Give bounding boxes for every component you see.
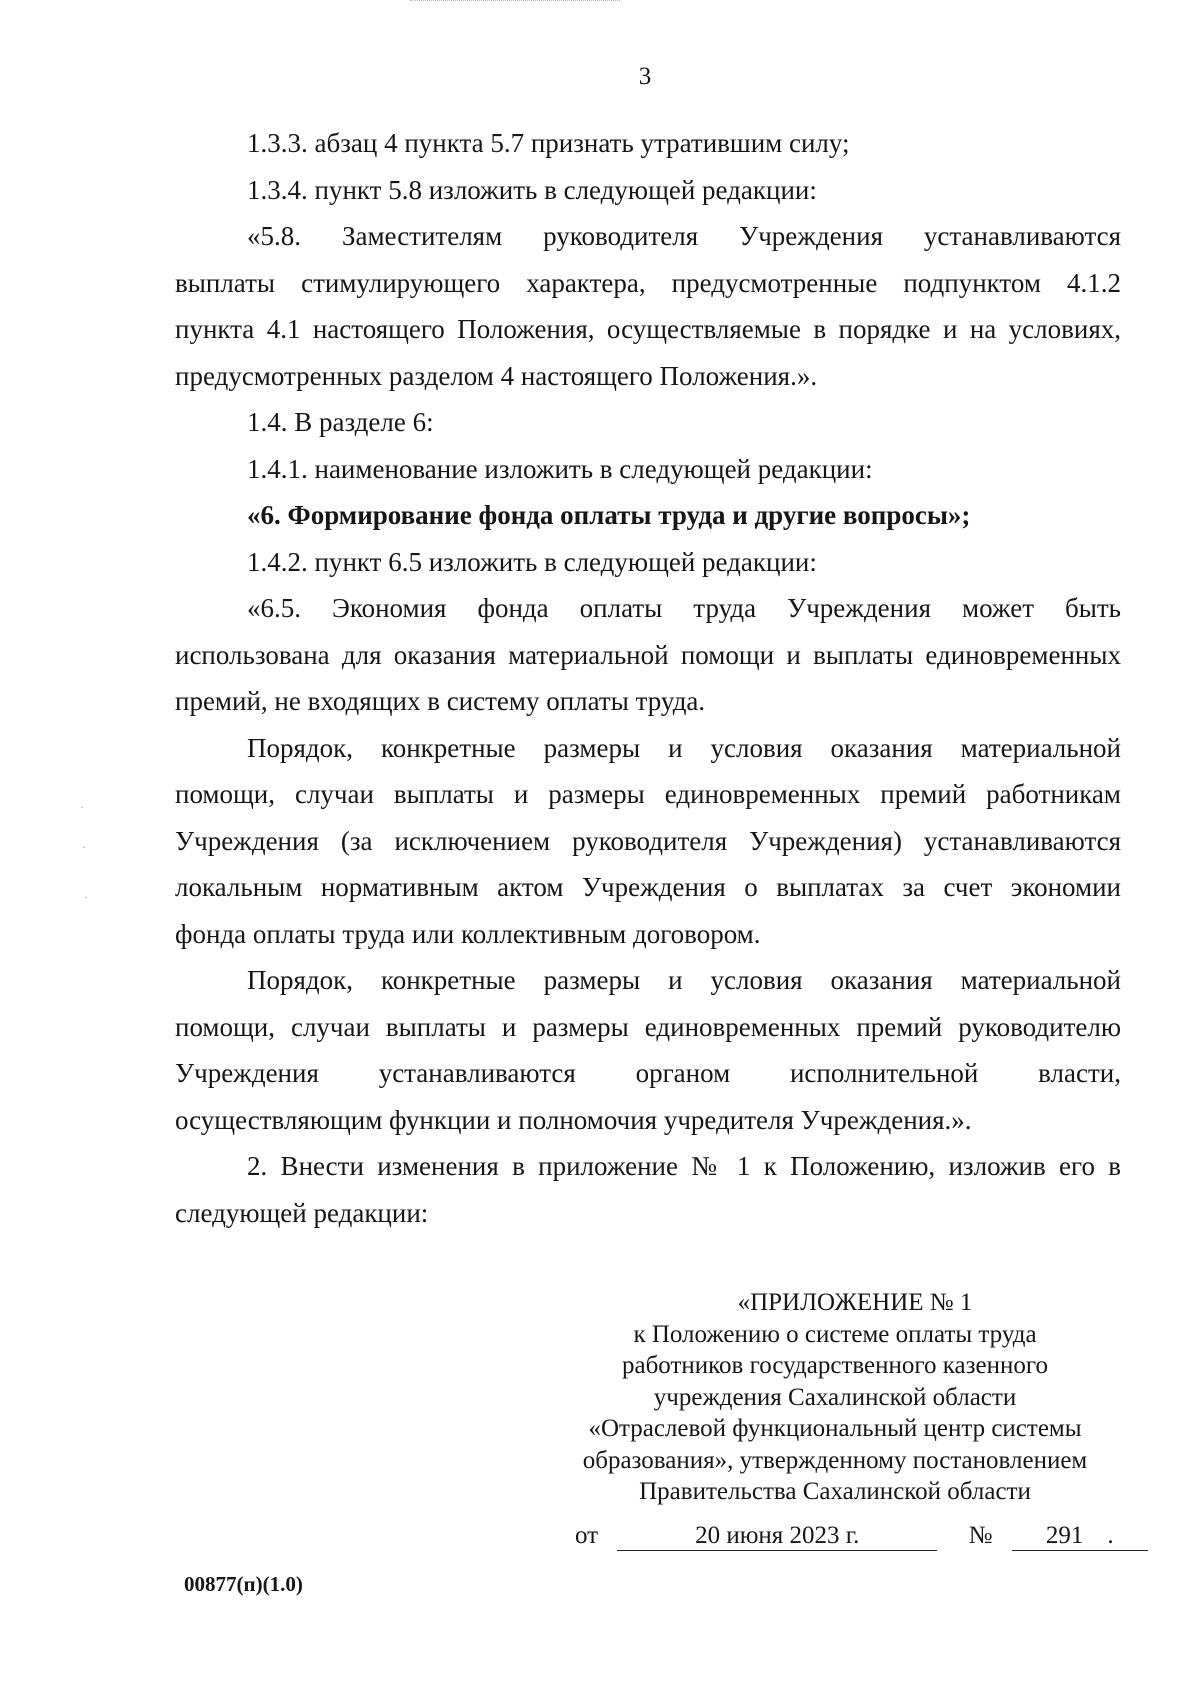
- paragraph-1-4-2: 1.4.2. пункт 6.5 изложить в следующей редакции:: [247, 546, 817, 577]
- document-code: 00877(п)(1.0): [184, 1572, 303, 1596]
- appendix-line: образования», утвержденному постановлением: [582, 1446, 1088, 1474]
- approval-number-value: 291: [1045, 1522, 1084, 1549]
- approval-date-row: [575, 1522, 1148, 1551]
- approval-date: 20 июня 2023 г.: [617, 1522, 937, 1551]
- paragraph-5-8-line: «5.8. Заместителям руководителя Учреждения устанавливаются: [247, 221, 1121, 251]
- paragraph-6-5-line: «6.5. Экономия фонда оплаты труда Учреждения может быть: [247, 593, 1121, 623]
- paragraph-procedure-head-line: осуществляющим функции и полномочия учредителя Учреждения.».: [175, 1104, 972, 1135]
- paragraph-2-line: следующей редакции:: [175, 1197, 429, 1228]
- margin-speck: ·: [82, 840, 86, 854]
- paragraph-5-8-line: предусмотренных разделом 4 настоящего Положения.».: [175, 360, 818, 391]
- paragraph-procedure-workers-line: помощи, случаи выплаты и размеры единовременных премий работникам: [175, 779, 1121, 809]
- appendix-line: Правительства Сахалинской области: [639, 1478, 1031, 1505]
- paragraph-1-4-1: 1.4.1. наименование изложить в следующей редакции:: [247, 453, 873, 484]
- paragraph-5-8-line: выплаты стимулирующего характера, предусмотренные подпунктом 4.1.2: [175, 267, 1121, 298]
- paragraph-5-8-line: пункта 4.1 настоящего Положения, осуществляемые в порядке и на условиях,: [175, 314, 1121, 344]
- paragraph-6-5-line: премий, не входящих в систему оплаты труда.: [175, 686, 706, 716]
- paragraph-6-5-line: использована для оказания материальной помощи и выплаты единовременных: [175, 639, 1121, 670]
- appendix-line: работников государственного казенного: [621, 1352, 1048, 1379]
- section-6-heading: «6. Формирование фонда оплаты труда и другие вопросы»;: [247, 500, 971, 530]
- paragraph-2-line: 2. Внести изменения в приложение № 1 к Положению, изложив его в: [247, 1151, 1121, 1181]
- paragraph-1-4: 1.4. В разделе 6:: [247, 407, 434, 437]
- paragraph-procedure-head-line: Порядок, конкретные размеры и условия оказания материальной: [247, 965, 1121, 995]
- paragraph-procedure-workers-line: фонда оплаты труда или коллективным договором.: [175, 918, 761, 949]
- paragraph-procedure-head-line: помощи, случаи выплаты и размеры единовременных премий руководителю: [175, 1011, 1121, 1042]
- margin-speck: ·: [84, 890, 88, 904]
- paragraph-procedure-workers-line: локальным нормативным актом Учреждения о выплатах за счет экономии: [175, 872, 1121, 902]
- approval-number: [1012, 1522, 1148, 1551]
- margin-speck: ·: [80, 800, 84, 814]
- scan-artifact: [410, 0, 620, 7]
- number-prefix: №: [968, 1522, 993, 1549]
- date-prefix: от: [575, 1522, 599, 1549]
- appendix-line: учреждения Сахалинской области: [653, 1383, 1017, 1411]
- page-number: 3: [638, 63, 652, 90]
- appendix-title: «ПРИЛОЖЕНИЕ № 1: [737, 1289, 973, 1316]
- appendix-line: к Положению о системе оплаты труда: [633, 1320, 1037, 1348]
- paragraph-1-3-4: 1.3.4. пункт 5.8 изложить в следующей редакции:: [247, 174, 817, 205]
- paragraph-procedure-workers-line: Учреждения (за исключением руководителя Учреждения) устанавливаются: [175, 825, 1121, 856]
- paragraph-procedure-head-line: Учреждения устанавливаются органом исполнительной власти,: [175, 1058, 1121, 1088]
- document-body: [175, 120, 1121, 1236]
- appendix-header: [540, 1287, 1130, 1508]
- paragraph-procedure-workers-line: Порядок, конкретные размеры и условия оказания материальной: [247, 732, 1121, 763]
- appendix-line: «Отраслевой функциональный центр системы: [588, 1415, 1082, 1442]
- approval-number-trailing: .: [1107, 1522, 1114, 1549]
- paragraph-1-3-3: 1.3.3. абзац 4 пункта 5.7 признать утратившим силу;: [247, 128, 850, 158]
